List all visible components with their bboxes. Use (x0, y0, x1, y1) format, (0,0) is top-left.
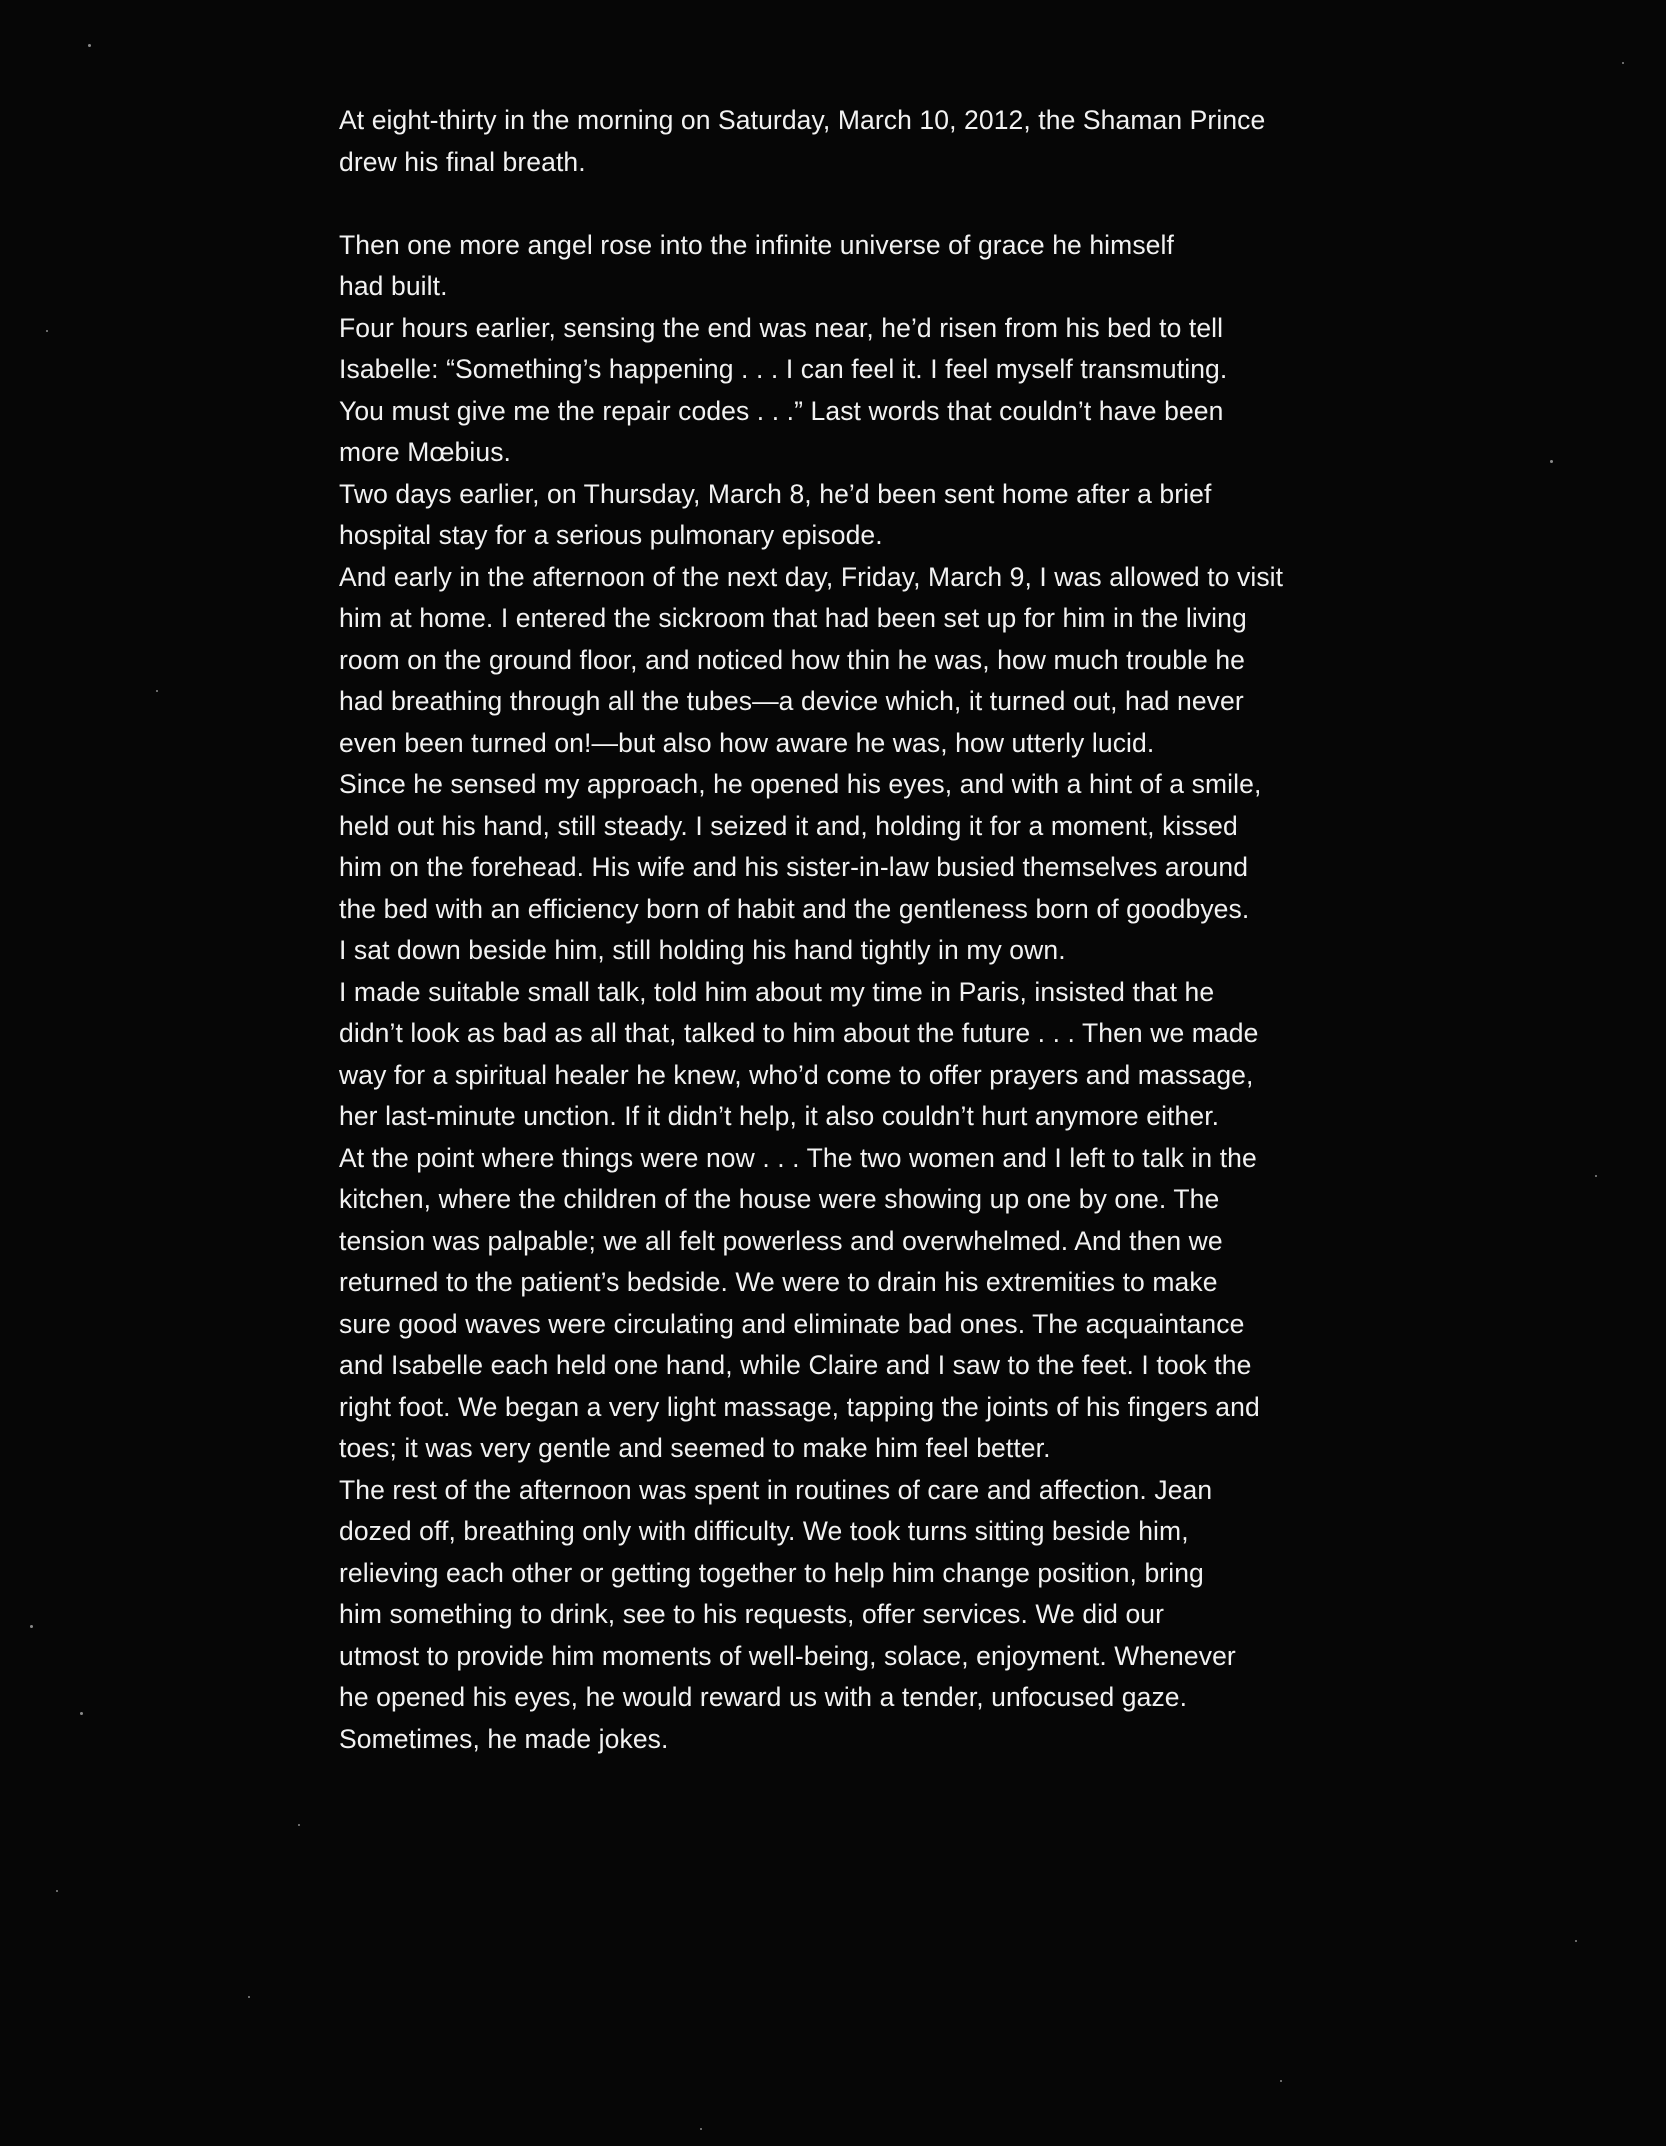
paragraph-visit (339, 557, 1359, 765)
paragraph-small-talk (339, 972, 1359, 1470)
text-line: I sat down beside him, still holding his hand tightly in my own. (339, 935, 1066, 965)
paragraph-four-hours (339, 308, 1359, 474)
text-line: right foot. We began a very light massage, tapping the joints of his fingers and (339, 1391, 1260, 1422)
text-line: And early in the afternoon of the next day, Friday, March 9, I was allowed to visit (339, 561, 1284, 592)
scan-speck (46, 330, 48, 332)
scan-speck (700, 2128, 702, 2130)
scan-speck (156, 690, 158, 692)
text-line: kitchen, where the children of the house were showing up one by one. The (339, 1184, 1220, 1214)
text-line: him on the forehead. His wife and his sister-in-law busied themselves around (339, 852, 1249, 882)
text-line: and Isabelle each held one hand, while Claire and I saw to the feet. I took the (339, 1350, 1252, 1380)
paragraph-afternoon (339, 1470, 1359, 1761)
scan-speck (1575, 1940, 1577, 1942)
text-line: toes; it was very gentle and seemed to make him feel better. (339, 1433, 1051, 1463)
text-line: dozed off, breathing only with difficulty. We took turns sitting beside him, (339, 1516, 1189, 1546)
scan-speck (80, 1712, 83, 1715)
text-line: You must give me the repair codes . . .” Last words that couldn’t have been (339, 395, 1224, 426)
scan-speck (30, 1625, 33, 1628)
text-line: Sometimes, he made jokes. (339, 1723, 669, 1754)
text-line: Two days earlier, on Thursday, March 8, he’d been sent home after a brief (339, 478, 1212, 509)
text-line: tension was palpable; we all felt powerless and overwhelmed. And then we (339, 1225, 1223, 1256)
scan-speck (1280, 2080, 1282, 2082)
scan-speck (1595, 1175, 1597, 1177)
text-line: Then one more angel rose into the infinite universe of grace he himself (339, 229, 1174, 260)
text-line: relieving each other or getting together to help him change position, bring (339, 1557, 1204, 1588)
text-line: I made suitable small talk, told him about my time in Paris, insisted that he (339, 976, 1215, 1007)
text-line: room on the ground floor, and noticed how thin he was, how much trouble he (339, 644, 1246, 675)
text-line: the bed with an efficiency born of habit and the gentleness born of goodbyes. (339, 893, 1250, 924)
text-line: sure good waves were circulating and eliminate bad ones. The acquaintance (339, 1308, 1245, 1339)
text-line: Isabelle: “Something’s happening . . . I can feel it. I feel myself transmuting. (339, 354, 1228, 384)
text-line: At eight-thirty in the morning on Saturday, March 10, 2012, the Shaman Prince (339, 105, 1266, 135)
paragraph-final-breath (339, 100, 1359, 183)
text-line: returned to the patient’s bedside. We were to drain his extremities to make (339, 1267, 1218, 1297)
text-line: hospital stay for a serious pulmonary episode. (339, 520, 883, 550)
text-line: more Mœbius. (339, 437, 512, 467)
text-line: had built. (339, 271, 448, 301)
text-line: At the point where things were now . . . The two women and I left to talk in the (339, 1142, 1257, 1173)
text-line: her last-minute unction. If it didn’t help, it also couldn’t hurt anymore either. (339, 1101, 1220, 1131)
text-line: Since he sensed my approach, he opened his eyes, and with a hint of a smile, (339, 769, 1262, 799)
scan-speck (88, 44, 91, 47)
text-line: way for a spiritual healer he knew, who’d come to offer prayers and massage, (339, 1059, 1254, 1090)
paragraph-gap (339, 183, 1359, 225)
text-line: him something to drink, see to his requests, offer services. We did our (339, 1599, 1165, 1629)
scan-speck (56, 1890, 58, 1892)
text-line: had breathing through all the tubes—a device which, it turned out, had never (339, 686, 1244, 716)
text-line: drew his final breath. (339, 146, 586, 177)
text-line: he opened his eyes, he would reward us with a tender, unfocused gaze. (339, 1682, 1188, 1712)
text-line: him at home. I entered the sickroom that had been set up for him in the living (339, 603, 1247, 633)
scan-speck (248, 1996, 250, 1998)
scan-speck (1622, 62, 1624, 64)
body-text (339, 100, 1359, 1760)
text-line: even been turned on!—but also how aware he was, how utterly lucid. (339, 727, 1155, 758)
paragraph-two-days (339, 474, 1359, 557)
paragraph-angel (339, 225, 1359, 308)
paragraph-approach (339, 764, 1359, 972)
text-line: Four hours earlier, sensing the end was near, he’d risen from his bed to tell (339, 312, 1224, 343)
text-line: The rest of the afternoon was spent in routines of care and affection. Jean (339, 1474, 1213, 1505)
text-line: utmost to provide him moments of well-being, solace, enjoyment. Whenever (339, 1640, 1236, 1671)
scan-speck (298, 1824, 300, 1826)
text-line: didn’t look as bad as all that, talked to him about the future . . . Then we made (339, 1018, 1259, 1048)
text-line: held out his hand, still steady. I seized it and, holding it for a moment, kissed (339, 810, 1238, 841)
scan-speck (1550, 460, 1553, 463)
